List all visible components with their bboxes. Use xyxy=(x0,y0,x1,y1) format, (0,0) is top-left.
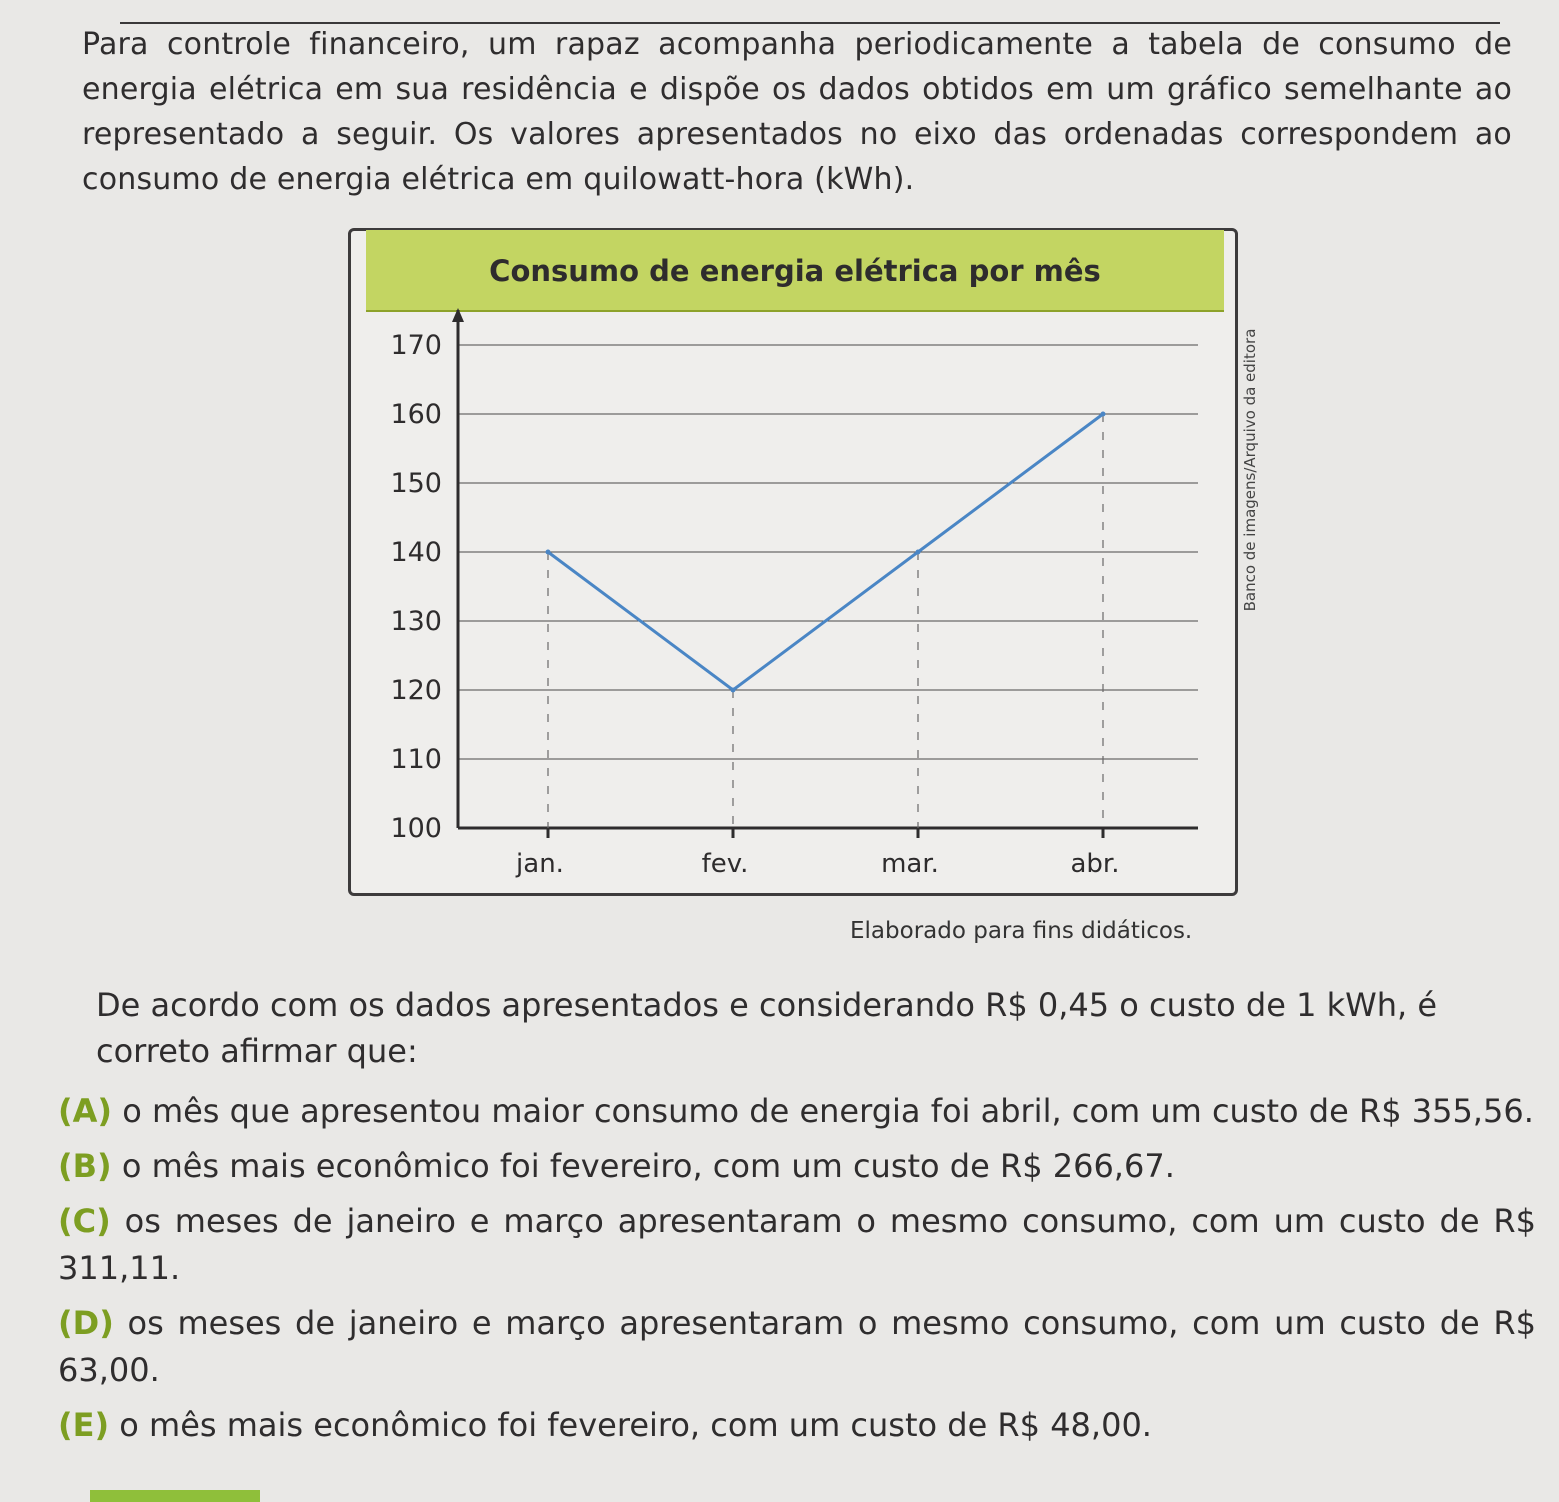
y-tick-label: 140 xyxy=(390,537,442,568)
option-text: os meses de janeiro e março apresentaram o mesmo consumo, com um custo de R$ 311,11. xyxy=(58,1202,1536,1287)
line-chart xyxy=(348,300,1238,890)
option-letter: (C) xyxy=(58,1202,111,1240)
option-letter: (D) xyxy=(58,1304,114,1342)
bottom-color-strip xyxy=(90,1490,260,1502)
data-point xyxy=(546,550,551,555)
option-a[interactable] xyxy=(58,1088,1536,1135)
option-text: o mês mais econômico foi fevereiro, com um custo de R$ 48,00. xyxy=(109,1406,1152,1444)
y-tick-label: 160 xyxy=(390,399,442,430)
y-tick-label: 150 xyxy=(390,468,442,499)
intro-paragraph: Para controle financeiro, um rapaz acompanha periodicamente a tabela de consumo de energia elétrica em sua residência e dispõe os dados obtidos em um gráfico semelhante ao representado a seguir. Os valores apresentados no eixo das ordenadas correspondem ao consumo de energia elétrica em quilowatt-hora (kWh). xyxy=(82,27,1512,197)
y-axis-arrow xyxy=(452,308,464,322)
y-tick-label: 100 xyxy=(390,813,442,844)
question-text: De acordo com os dados apresentados e considerando R$ 0,45 o custo de 1 kWh, é correto afirmar que: xyxy=(96,986,1438,1070)
y-tick-label: 130 xyxy=(390,606,442,637)
data-point xyxy=(731,688,736,693)
option-text: o mês que apresentou maior consumo de energia foi abril, com um custo de R$ 355,56. xyxy=(112,1092,1534,1130)
y-tick-label: 110 xyxy=(390,744,442,775)
option-b[interactable] xyxy=(58,1143,1536,1190)
x-tick-label: fev. xyxy=(701,849,749,879)
option-c[interactable] xyxy=(58,1198,1536,1292)
answer-options xyxy=(58,1088,1536,1457)
chart-title: Consumo de energia elétrica por mês xyxy=(489,254,1101,288)
option-letter: (A) xyxy=(58,1092,113,1130)
option-text: o mês mais econômico foi fevereiro, com um custo de R$ 266,67. xyxy=(111,1147,1175,1185)
x-tick-label: abr. xyxy=(1070,849,1120,879)
image-credit-text: Banco de imagens/Arquivo da editora xyxy=(1241,328,1259,612)
source-note: Elaborado para fins didáticos. xyxy=(850,918,1193,944)
data-point xyxy=(1101,412,1106,417)
x-tick-label: jan. xyxy=(516,849,564,879)
image-credit xyxy=(1238,320,1262,620)
option-letter: (E) xyxy=(58,1406,110,1444)
y-tick-label: 170 xyxy=(390,330,442,361)
y-tick-label: 120 xyxy=(390,675,442,706)
x-tick-label: mar. xyxy=(881,849,939,879)
option-text: os meses de janeiro e março apresentaram o mesmo consumo, com um custo de R$ 63,00. xyxy=(58,1304,1536,1389)
option-letter: (B) xyxy=(58,1147,112,1185)
option-d[interactable] xyxy=(58,1300,1536,1394)
option-e[interactable] xyxy=(58,1402,1536,1449)
data-point xyxy=(916,550,921,555)
